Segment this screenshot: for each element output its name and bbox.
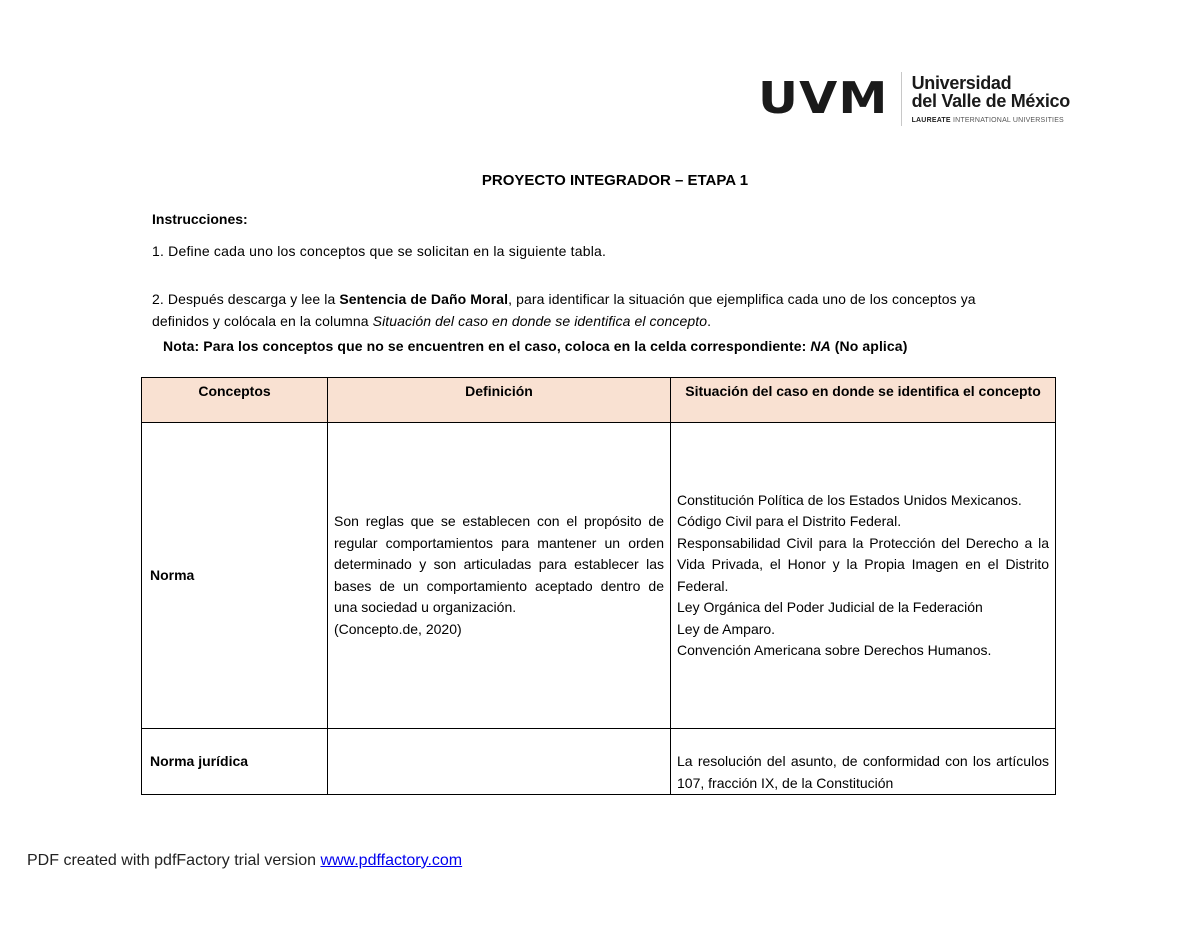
table-row bbox=[142, 423, 1056, 729]
concept-cell: Norma jurídica bbox=[142, 729, 328, 795]
situation-item: Convención Americana sobre Derechos Humanos. bbox=[677, 642, 992, 658]
concept-cell: Norma bbox=[142, 423, 328, 729]
document-title: PROYECTO INTEGRADOR – ETAPA 1 bbox=[481, 172, 749, 189]
instructions-label: Instrucciones: bbox=[152, 211, 248, 227]
situation-item: Responsabilidad Civil para la Protección del Derecho a la Vida Privada, el Honor y la Propia Imagen en el Distrito Federal. bbox=[677, 534, 1049, 594]
instruction-note: Nota: Para los conceptos que no se encuentren en el caso, coloca en la celda correspondiente: NA (No aplica) bbox=[163, 338, 908, 354]
instruction-step-1: 1. Define cada uno los conceptos que se solicitan en la siguiente tabla. bbox=[152, 243, 607, 259]
situation-item: Ley de Amparo. bbox=[677, 620, 776, 637]
logo-line-2: del Valle de México bbox=[911, 91, 1070, 111]
table-header-row bbox=[142, 378, 1056, 423]
definition-text: Son reglas que se establecen con el propósito de regular comportamientos para mantener un orden determinado y son articuladas para establecer las bases de un comportamiento aceptado dentro de una sociedad u organización. bbox=[334, 513, 664, 615]
logo-tagline: LAUREATE INTERNATIONAL UNIVERSITIES bbox=[911, 117, 1064, 124]
situation-cell bbox=[671, 423, 1056, 729]
definition-cell bbox=[328, 423, 671, 729]
logo-text bbox=[912, 74, 1070, 124]
situation-cell: La resolución del asunto, de conformidad con los artículos 107, fracción IX, de la Constitución bbox=[671, 729, 1056, 795]
definition-cell bbox=[328, 729, 671, 795]
pdf-footer bbox=[27, 852, 462, 870]
situation-item: Constitución Política de los Estados Unidos Mexicanos. bbox=[677, 491, 1022, 508]
logo-mark: UVM bbox=[758, 73, 889, 124]
uvm-logo bbox=[758, 70, 1070, 128]
header-definicion: Definición bbox=[328, 378, 671, 423]
situation-item: Ley Orgánica del Poder Judicial de la Federación bbox=[677, 599, 983, 615]
footer-link[interactable]: www.pdffactory.com bbox=[320, 852, 463, 869]
instruction-step-2: 2. Después descarga y lee la Sentencia de Daño Moral, para identificar la situación que ejemplifica cada uno de los conceptos ya definidos y colócala en la columna Situación del caso en donde se identifica el concepto. bbox=[152, 291, 976, 329]
logo-divider bbox=[901, 72, 902, 126]
concepts-table bbox=[141, 377, 1056, 795]
situation-item: Código Civil para el Distrito Federal. bbox=[677, 513, 902, 529]
logo-line-1: Universidad bbox=[911, 73, 1012, 93]
footer-text: PDF created with pdfFactory trial version bbox=[27, 852, 321, 869]
definition-citation: (Concepto.de, 2020) bbox=[334, 620, 462, 637]
header-conceptos: Conceptos bbox=[142, 378, 328, 423]
table-row bbox=[142, 729, 1056, 795]
header-situacion: Situación del caso en donde se identifica el concepto bbox=[671, 378, 1056, 423]
